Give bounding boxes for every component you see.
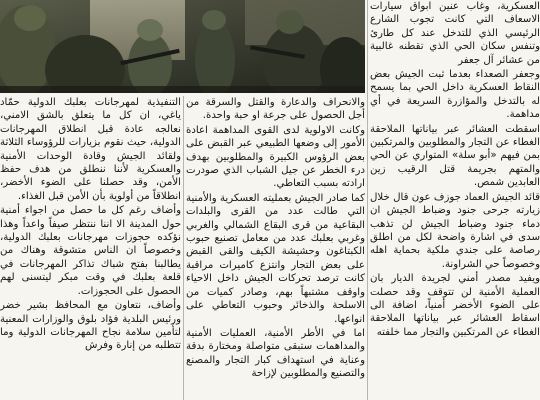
column-divider-right (367, 0, 368, 400)
paragraph: ويفيد مصدر أمني لجريدة الديار بان العملية الأمنية لن تتوقف وقد حصلت على الضوء الأخضر أمنياً، اضافة الى اسقاط العشائر عبر بياناتها الملاحقة الغطاء عن المرتكبين والتجار مما خلفته (370, 273, 540, 338)
news-photo (0, 0, 365, 93)
column-divider-left (183, 96, 184, 400)
paragraph: كما صادر الجيش بعمليته العسكرية والأمنية التي طالت عدد من القرى والبلدات البقاعية من قرى البقاع الشمالي والغربي وغربي بعلبك عدد من معامل تصنيع حبوب الكبتاغون وحشيشة الكيف والقى القبض على بعض التجار وانتزع كاميرات مراقبة كانت ترصد تحركات الجيش داخل الاحياء واوقف مشتبهاً بهم، وصادر كميات من الاسلحة والذخائر وحبوب التعاطي على انواعها. (186, 192, 365, 325)
paragraph: وكانت الاولوية لدى القوى المداهمة اعادة الأمور إلى وضعها الطبيعي عبر القبض على بعض الرؤوس الكبيرة والمطلوبين بهدف درء الخطر عن جيل الشباب الذي صودرت ارادته بسبب التعاطي. (186, 124, 365, 190)
paragraph: التنفيذية لمهرجانات بعلبك الدولية حمّاد ياغي، ان كل ما يتعلق بالشق الامني، نعالجه عادة قبل انطلاق المهرجانات الدولية، حيث نقوم بزيارات للرؤوساء الثلاثة ولقائد الجيش وقادة الوحدات الأمنية والعسكرية لأننا ننطلق من هدف حفظ الأمن، وقد حصلنا على الضوء الأخضر، انطلاقاً من أولوية بأن الأمن قبل الغذاء. (0, 97, 181, 202)
paragraph: وأضاف رغم كل ما حصل من اجواء أمنية حول المدينة الا اننا ننتظر صيفاً واعداً وهذا نؤكده حجوزات مهرجانات بعلبك الدولية، وخصوصاً ان الناس متشوقة وهناك من يطالبنا بفتح شباك تذاكر المهرجانات في قلعة بعلبك في وقت مبكر ليتسنى لهم الحصول على الحجوزات. (0, 205, 181, 297)
article-column-right (370, 0, 540, 400)
paragraph: العسكرية، وغاب عنين ابواق سيارات الاسعاف التي كانت تجوب الشارع الرئيسي الذي للتدخل عند كل طارئ وتنفس سكان الحي الذي تقطنه غالبية من عشائر آل جعفر (370, 1, 540, 66)
soldiers-photo-illustration (0, 0, 365, 93)
paragraph: وجعفر الصعداء بعدما ثبت الجيش بعض النقاط العسكرية داخل الحي بما يسمح له بالتدخل والمؤازرة السريعة في أي مداهمة. (370, 69, 540, 121)
article-column-middle (186, 96, 365, 400)
paragraph: وأضاف، نتعاون مع المحافظ بشير خضر ورئيس البلدية فؤاد بلوق والوزارات المعنية لتأمين سلامة نجاح المهرجانات الدولية وما تتطلبه من إنارة وفرش (0, 300, 181, 352)
paragraph: اما في الأطر الأمنية، العمليات الأمنية والمداهمات ستبقى متواصلة ومختارة بدقة وعناية في استهداف كبار التجار والمصنع والتصنيع والمطلوبين لإزاحة (186, 327, 365, 380)
paragraph: اسقطت العشائر عبر بياناتها الملاحقة الغطاء عن التجار والمطلوبين والمرتكبين بمن فيهم «أبو سلة» المتواري عن الحي والمتهم بجريمة قتل الرقيب زين العابدين شمص. (370, 123, 540, 189)
paragraph: قائد الجيش العماد جوزف عون قال خلال زيارته جرحى جنود وضباط الجيش ان دماء جنود وضباط الجيش لن تذهب سدى في اشارة واضحة لكل من اطلق رصاصة على جندي ملكية بحماية اهله وخصوصاً حي الشراونة. (370, 191, 540, 270)
paragraph: والانحراف والدعارة والقتل والسرقة من أجل الحصول على جرعة او حبة واحدة. (186, 97, 365, 122)
article-column-left (0, 96, 181, 400)
